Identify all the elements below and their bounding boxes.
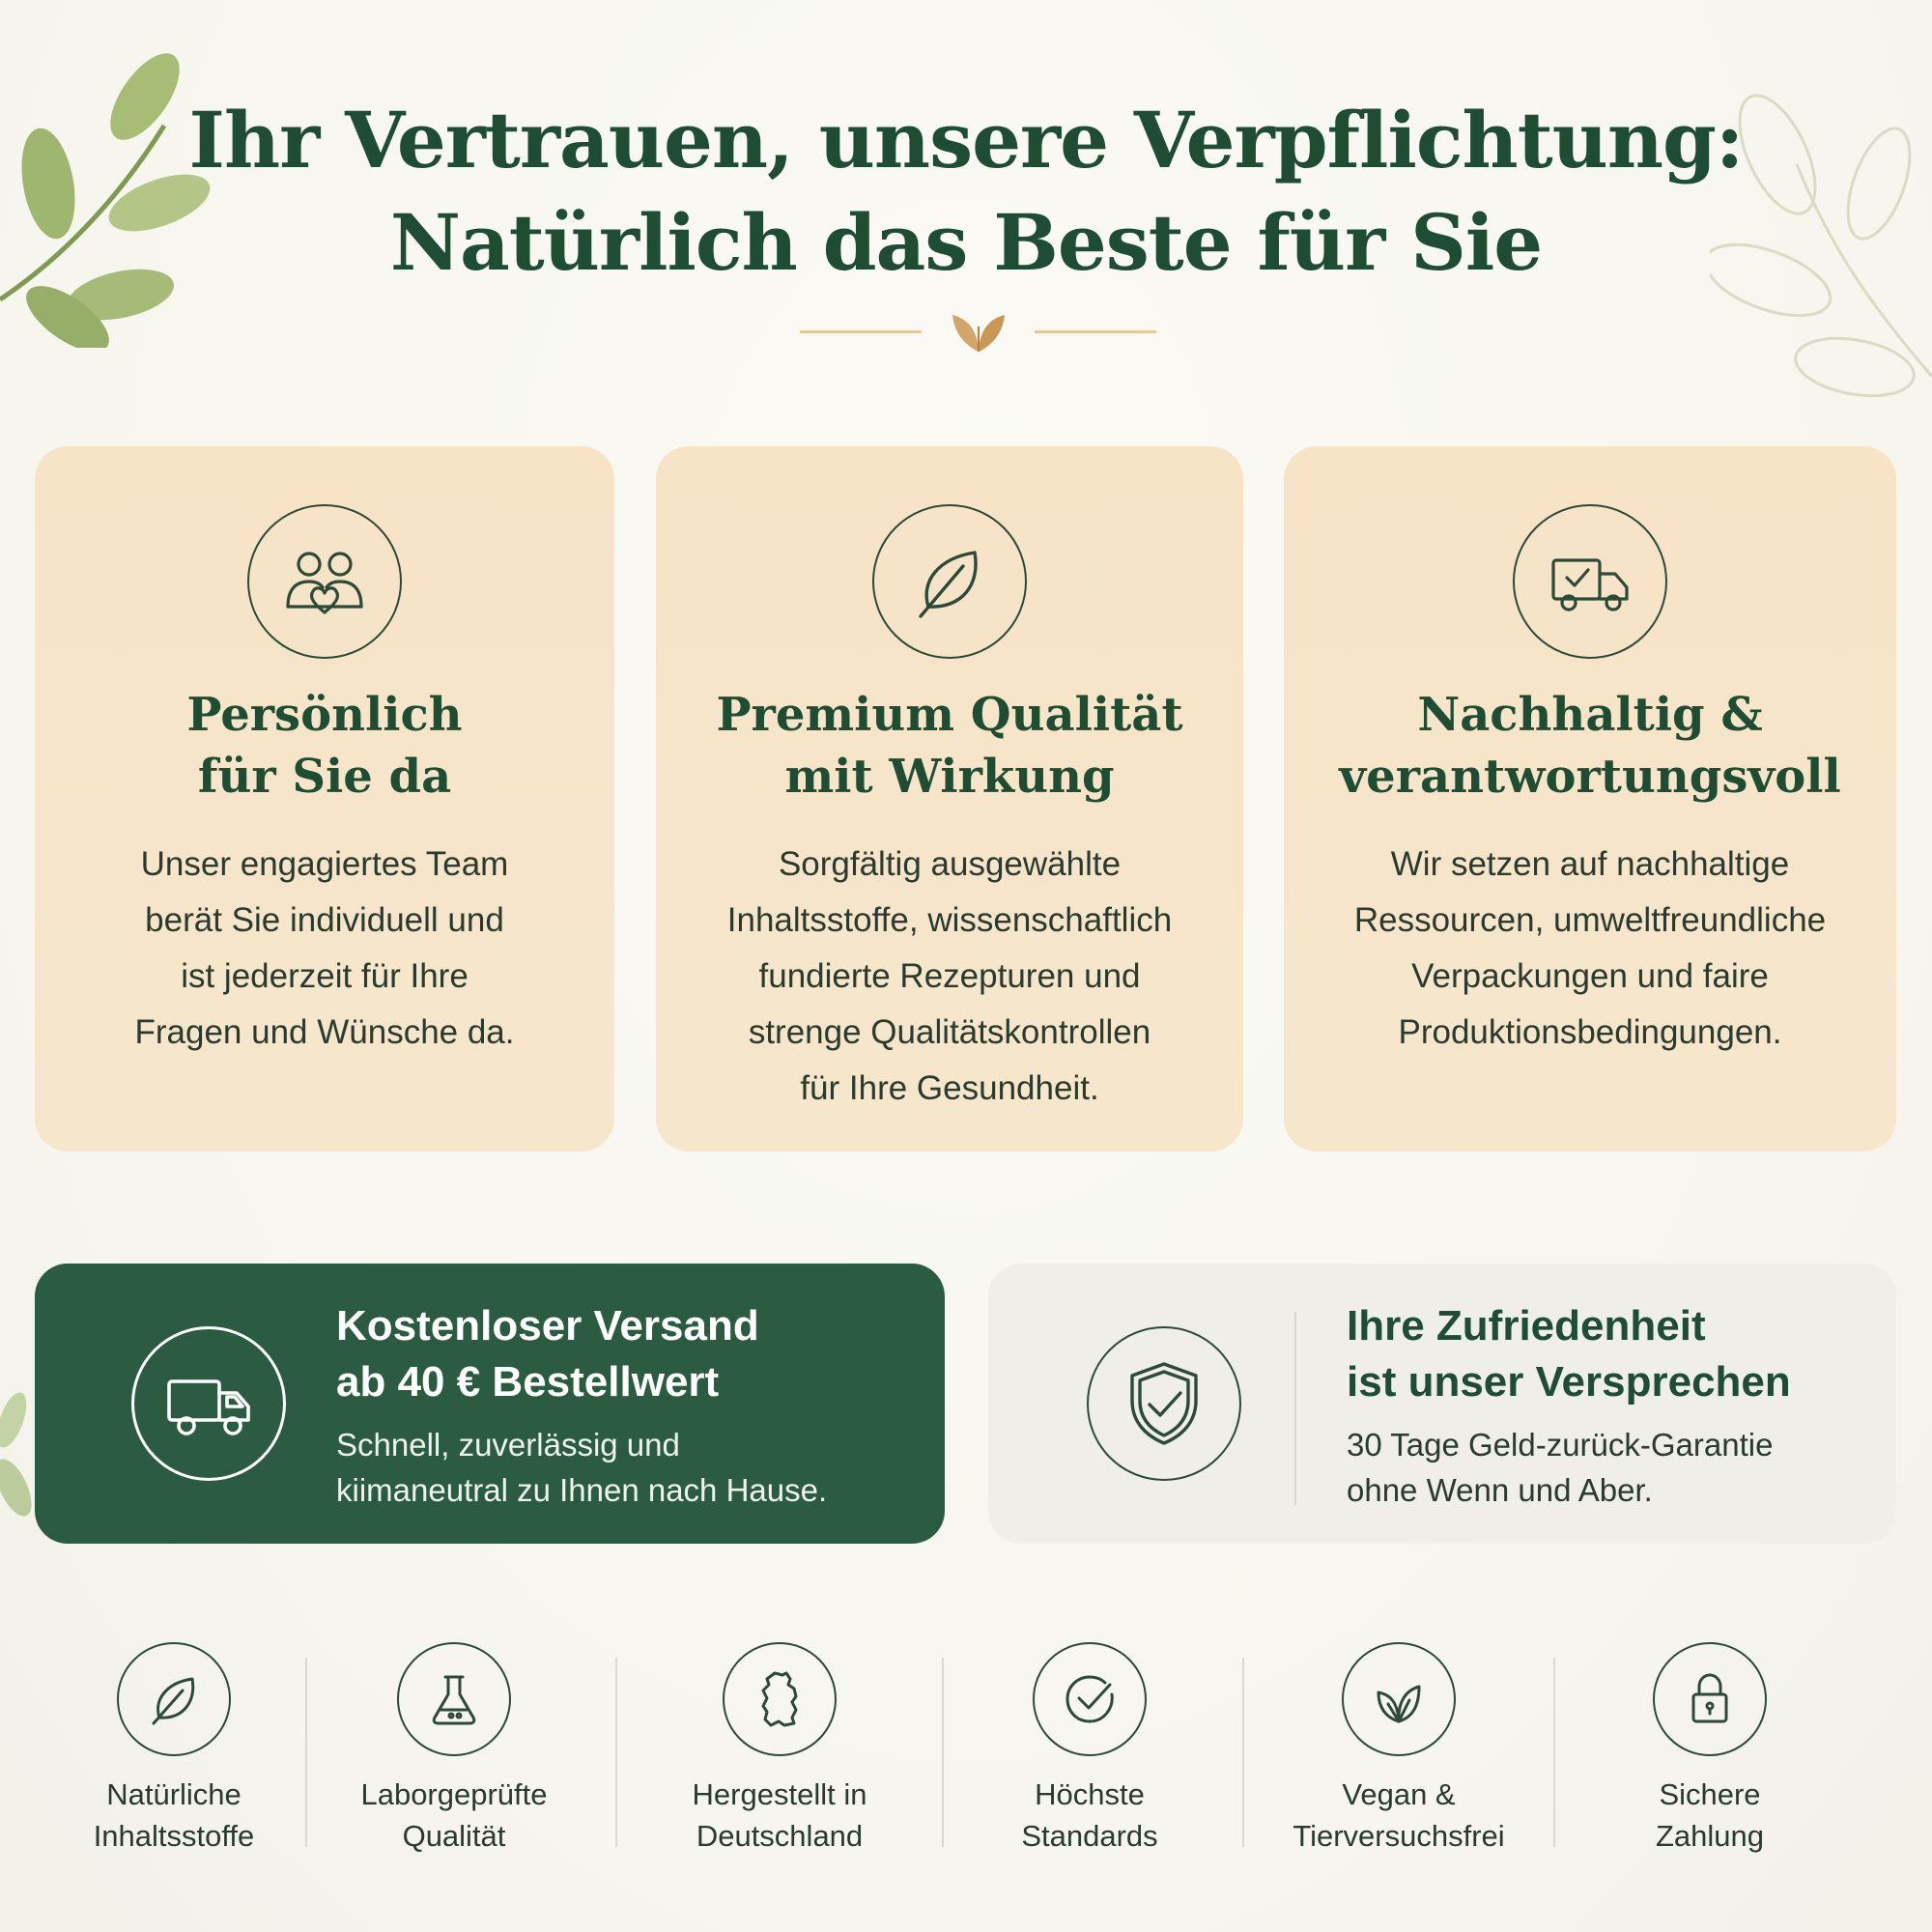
card-text <box>1284 837 1896 1061</box>
truck-icon <box>131 1326 286 1481</box>
card-text-line: Unser engagiertes Team <box>140 845 509 883</box>
card-title-line-1: Premium Qualität <box>716 688 1183 742</box>
card-text-line: Produktionsbedingungen. <box>1398 1013 1782 1051</box>
badge-highest-standards <box>954 1642 1225 1857</box>
lab-flask-icon <box>397 1642 511 1756</box>
badge-label <box>319 1774 589 1857</box>
card-text <box>35 837 614 1061</box>
badge-label <box>644 1774 915 1857</box>
banner-subtitle-line: Schnell, zuverlässig und <box>336 1427 680 1463</box>
banner-subtitle-line: kiimaneutral zu Ihnen nach Hause. <box>336 1472 828 1508</box>
banner-separator <box>1294 1312 1296 1505</box>
card-text <box>656 837 1243 1117</box>
card-text-line: ist jederzeit für Ihre <box>181 957 469 995</box>
divider-line-right <box>1035 330 1156 333</box>
card-title-line-1: Persönlich <box>186 688 463 742</box>
badge-secure-payment <box>1575 1642 1845 1857</box>
badge-label-line: Standards <box>1021 1819 1158 1853</box>
card-title <box>656 684 1243 808</box>
badge-natural-ingredients <box>39 1642 309 1857</box>
badge-separator <box>305 1658 307 1847</box>
vegan-leaves-icon <box>1342 1642 1456 1756</box>
banner-title-line-1: Kostenloser Versand <box>336 1302 759 1350</box>
title-divider <box>797 307 1159 355</box>
badge-separator <box>615 1658 617 1847</box>
divider-line-left <box>800 330 922 333</box>
card-title-line-1: Nachhaltig & <box>1417 688 1763 742</box>
satisfaction-guarantee-banner <box>988 1264 1896 1544</box>
feature-card-sustainable <box>1284 446 1896 1151</box>
badge-label-line: Zahlung <box>1655 1819 1765 1853</box>
card-text-line: für Ihre Gesundheit. <box>800 1069 1099 1107</box>
germany-map-icon <box>723 1642 837 1756</box>
card-text-line: berät Sie individuell und <box>145 901 504 939</box>
card-title <box>35 684 614 808</box>
card-text-line: strenge Qualitätskontrollen <box>748 1013 1151 1051</box>
shield-check-icon <box>1087 1326 1241 1481</box>
padlock-icon <box>1653 1642 1767 1756</box>
people-heart-icon <box>247 504 402 659</box>
banner-title <box>1347 1298 1791 1410</box>
badge-label-line: Inhaltsstoffe <box>93 1819 255 1853</box>
card-title-line-2: verantwortungsvoll <box>1339 750 1841 804</box>
badge-label-line: Natürliche <box>106 1777 242 1811</box>
card-text-line: fundierte Rezepturen und <box>758 957 1141 995</box>
leaf-sprig-icon <box>947 307 1010 355</box>
trust-badges <box>0 1642 1932 1864</box>
banner-subtitle-line: ohne Wenn und Aber. <box>1347 1472 1653 1508</box>
banner-subtitle <box>1347 1422 1773 1513</box>
card-title-line-2: mit Wirkung <box>784 750 1115 804</box>
badge-separator <box>1242 1658 1244 1847</box>
badge-label-line: Laborgeprüfte <box>360 1777 548 1811</box>
badge-label-line: Deutschland <box>696 1819 864 1853</box>
badge-separator <box>942 1658 944 1847</box>
card-text-line: Sorgfältig ausgewählte <box>778 845 1122 883</box>
banner-subtitle-line: 30 Tage Geld-zurück-Garantie <box>1347 1427 1774 1463</box>
check-circle-icon <box>1033 1642 1147 1756</box>
badge-vegan-cruelty-free <box>1264 1642 1534 1857</box>
badge-label-line: Sichere <box>1659 1777 1761 1811</box>
badge-label-line: Qualität <box>402 1819 506 1853</box>
page-title-line-2: Natürlich das Beste für Sie <box>389 197 1543 288</box>
badge-made-in-germany <box>644 1642 915 1857</box>
banner-title <box>336 1298 759 1410</box>
feature-card-quality <box>656 446 1243 1151</box>
badge-label-line: Höchste <box>1035 1777 1145 1811</box>
delivery-truck-check-icon <box>1513 504 1667 659</box>
badge-label <box>954 1774 1225 1857</box>
card-text-line: Inhaltsstoffe, wissenschaftlich <box>726 901 1173 939</box>
leaf-icon <box>872 504 1027 659</box>
badge-label-line: Hergestellt in <box>692 1777 867 1811</box>
badge-label-line: Tierversuchsfrei <box>1293 1819 1505 1853</box>
banner-title-line-2: ab 40 € Bestellwert <box>336 1358 720 1406</box>
card-text-line: Fragen und Wünsche da. <box>134 1013 515 1051</box>
card-title-line-2: für Sie da <box>197 750 452 804</box>
badge-label <box>1575 1774 1845 1857</box>
banner-title-line-2: ist unser Versprechen <box>1347 1358 1791 1406</box>
badge-separator <box>1553 1658 1555 1847</box>
badge-lab-tested <box>319 1642 589 1857</box>
badge-label-line: Vegan & <box>1342 1777 1456 1811</box>
card-text-line: Ressourcen, umweltfreundliche <box>1353 901 1827 939</box>
free-shipping-banner <box>35 1264 945 1544</box>
badge-label <box>39 1774 309 1857</box>
card-title <box>1284 684 1896 808</box>
leaf-icon <box>117 1642 231 1756</box>
feature-card-personal <box>35 446 614 1151</box>
page-title <box>0 89 1932 294</box>
banner-subtitle <box>336 1422 827 1513</box>
page-title-line-1: Ihr Vertrauen, unsere Verpflichtung: <box>188 95 1744 185</box>
badge-label <box>1264 1774 1534 1857</box>
card-text-line: Wir setzen auf nachhaltige <box>1390 845 1790 883</box>
banner-title-line-1: Ihre Zufriedenheit <box>1347 1302 1706 1350</box>
card-text-line: Verpackungen und faire <box>1411 957 1769 995</box>
